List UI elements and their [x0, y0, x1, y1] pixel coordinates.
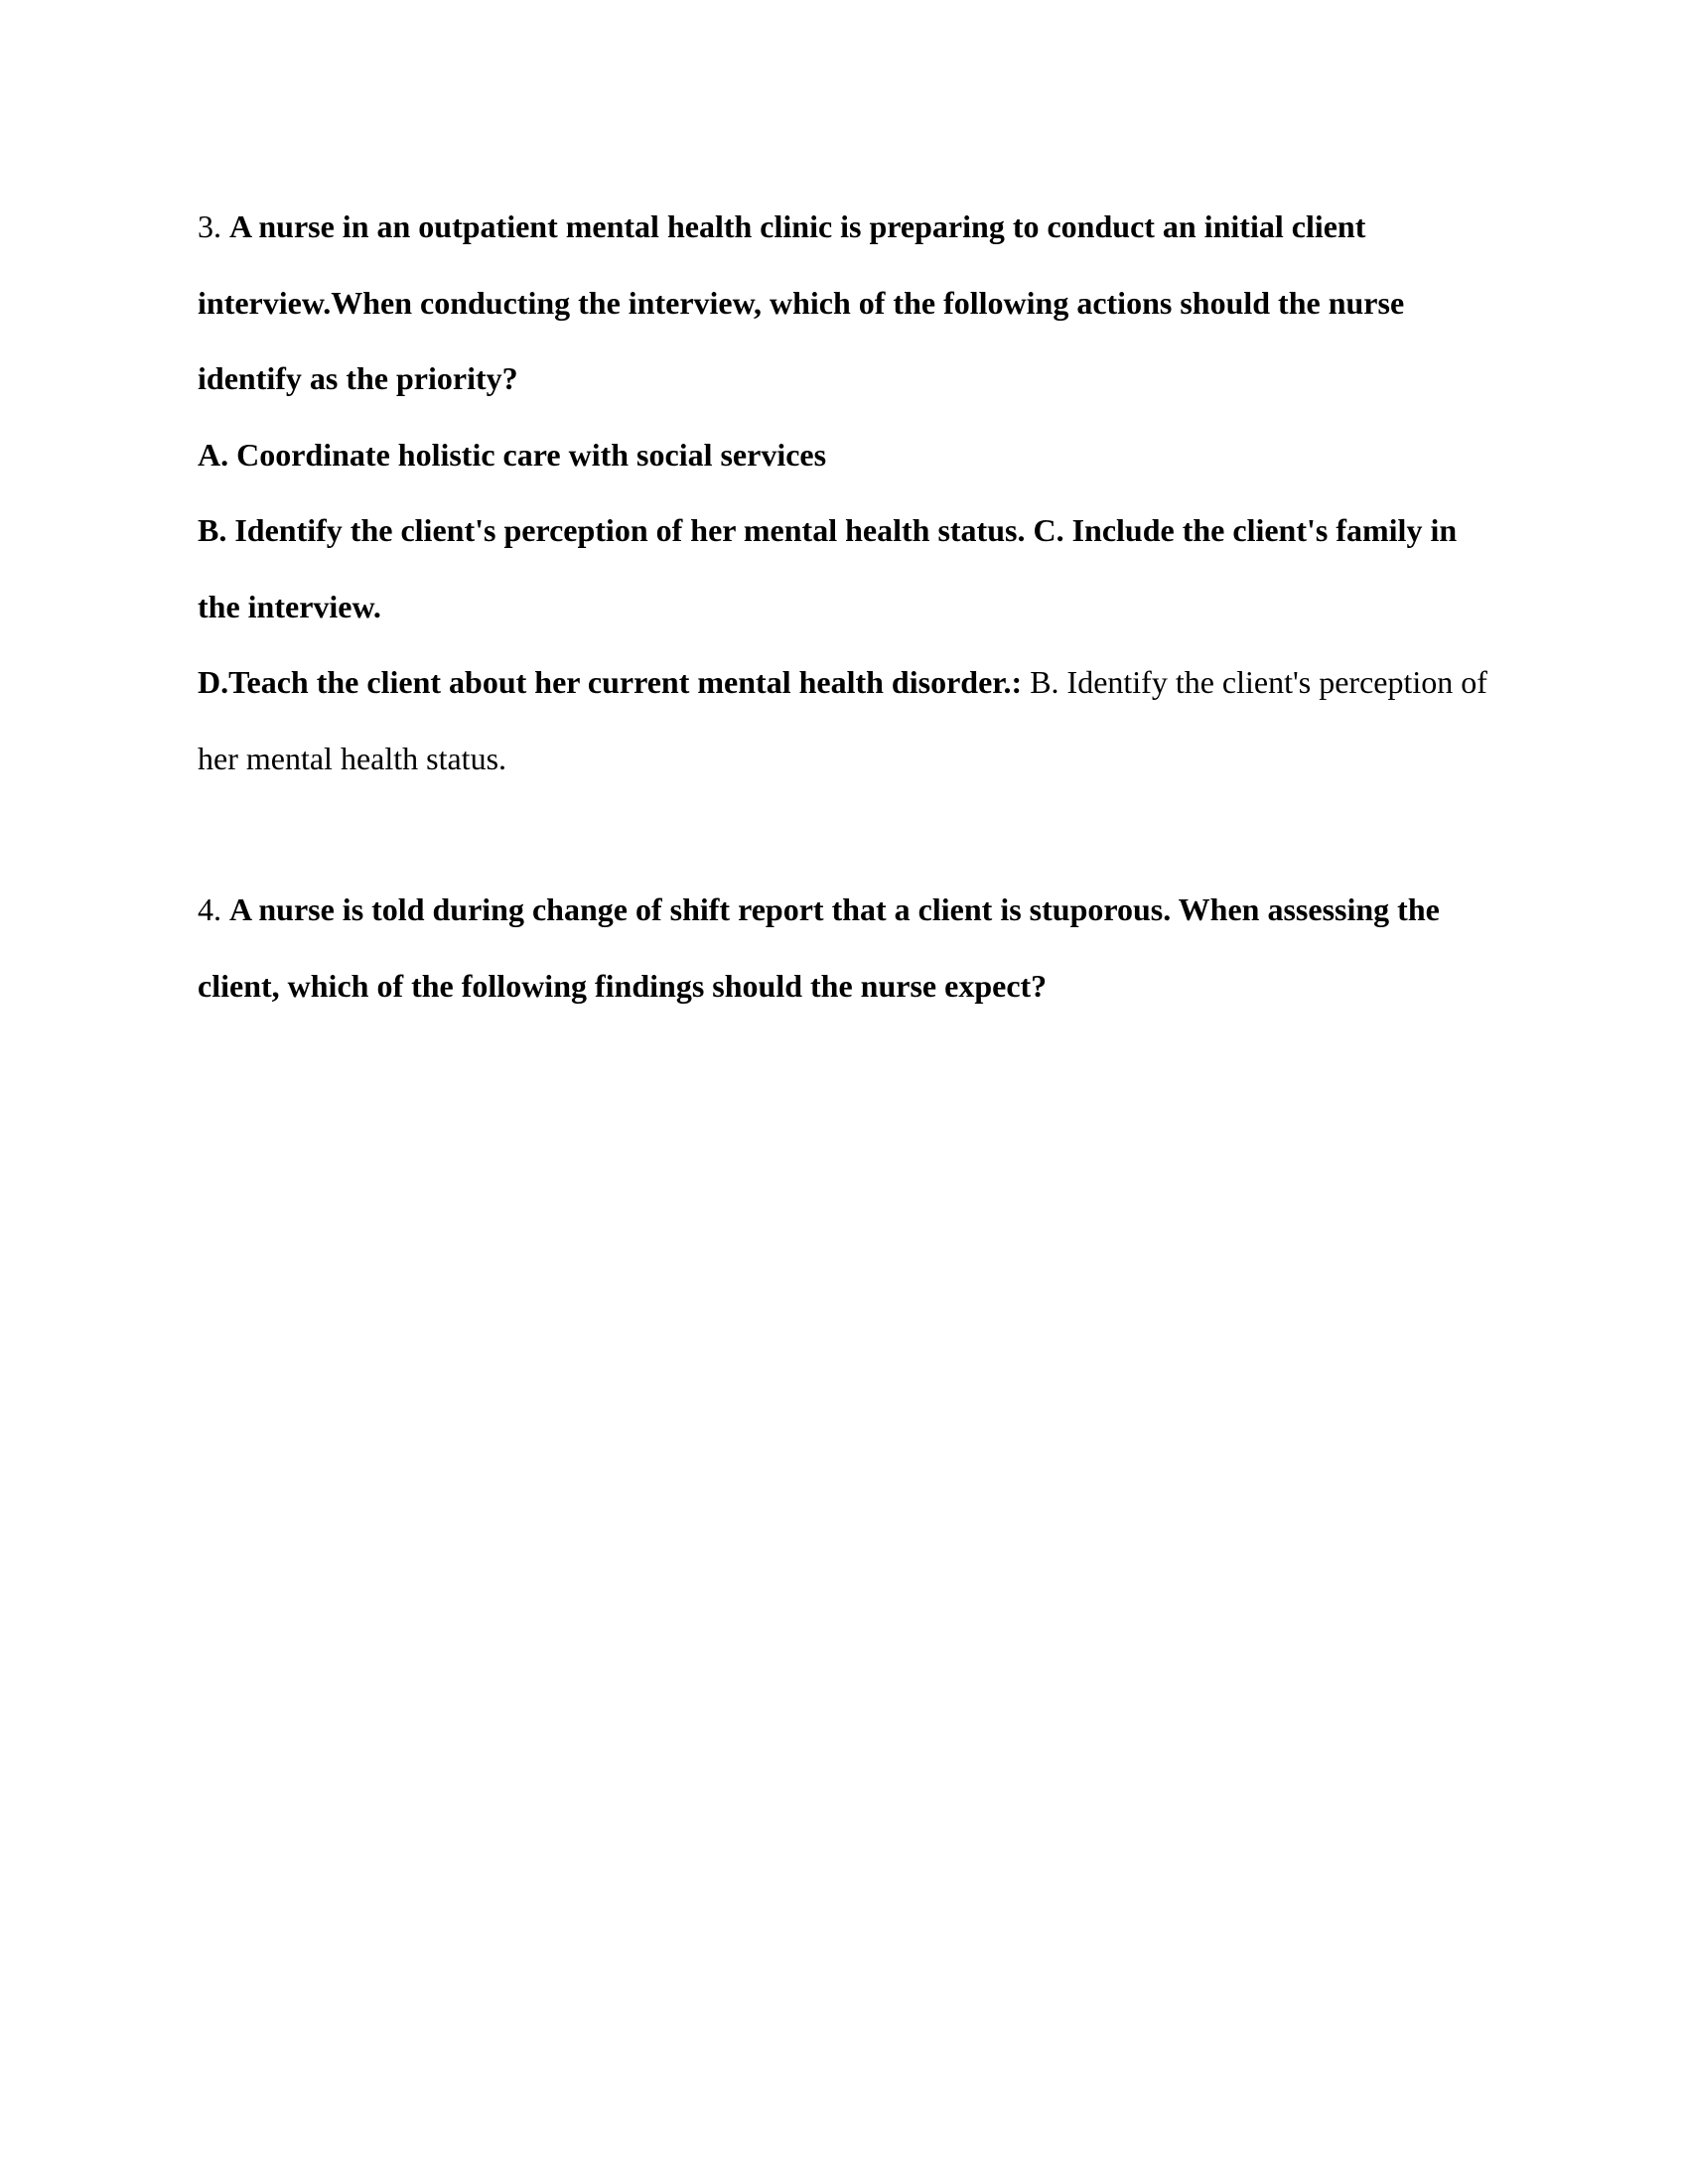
question-3 — [198, 189, 1498, 796]
document-content — [198, 189, 1498, 1024]
question-3-option-a: A. Coordinate holistic care with social services — [198, 436, 827, 473]
question-3-option-d-paragraph — [198, 644, 1498, 796]
question-3-number: 3. — [198, 208, 221, 244]
question-4 — [198, 872, 1498, 1024]
question-3-stem-paragraph — [198, 189, 1498, 417]
question-4-number: 4. — [198, 891, 221, 927]
question-4-stem-paragraph — [198, 872, 1498, 1024]
question-4-stem: A nurse is told during change of shift report that a client is stuporous. When assessing the client, which of the following findings should the nurse expect? — [198, 891, 1440, 1004]
question-3-answer: B. Identify the client's perception of her mental health status. — [198, 664, 1487, 776]
question-3-option-d: D.Teach the client about her current mental health disorder.: — [198, 664, 1023, 700]
question-3-option-b-c: B. Identify the client's perception of her mental health status. C. Include the client's family in the interview. — [198, 512, 1458, 624]
question-3-stem: A nurse in an outpatient mental health clinic is preparing to conduct an initial client interview.When conducting the interview, which of the following actions should the nurse identify as the priority? — [198, 208, 1405, 396]
